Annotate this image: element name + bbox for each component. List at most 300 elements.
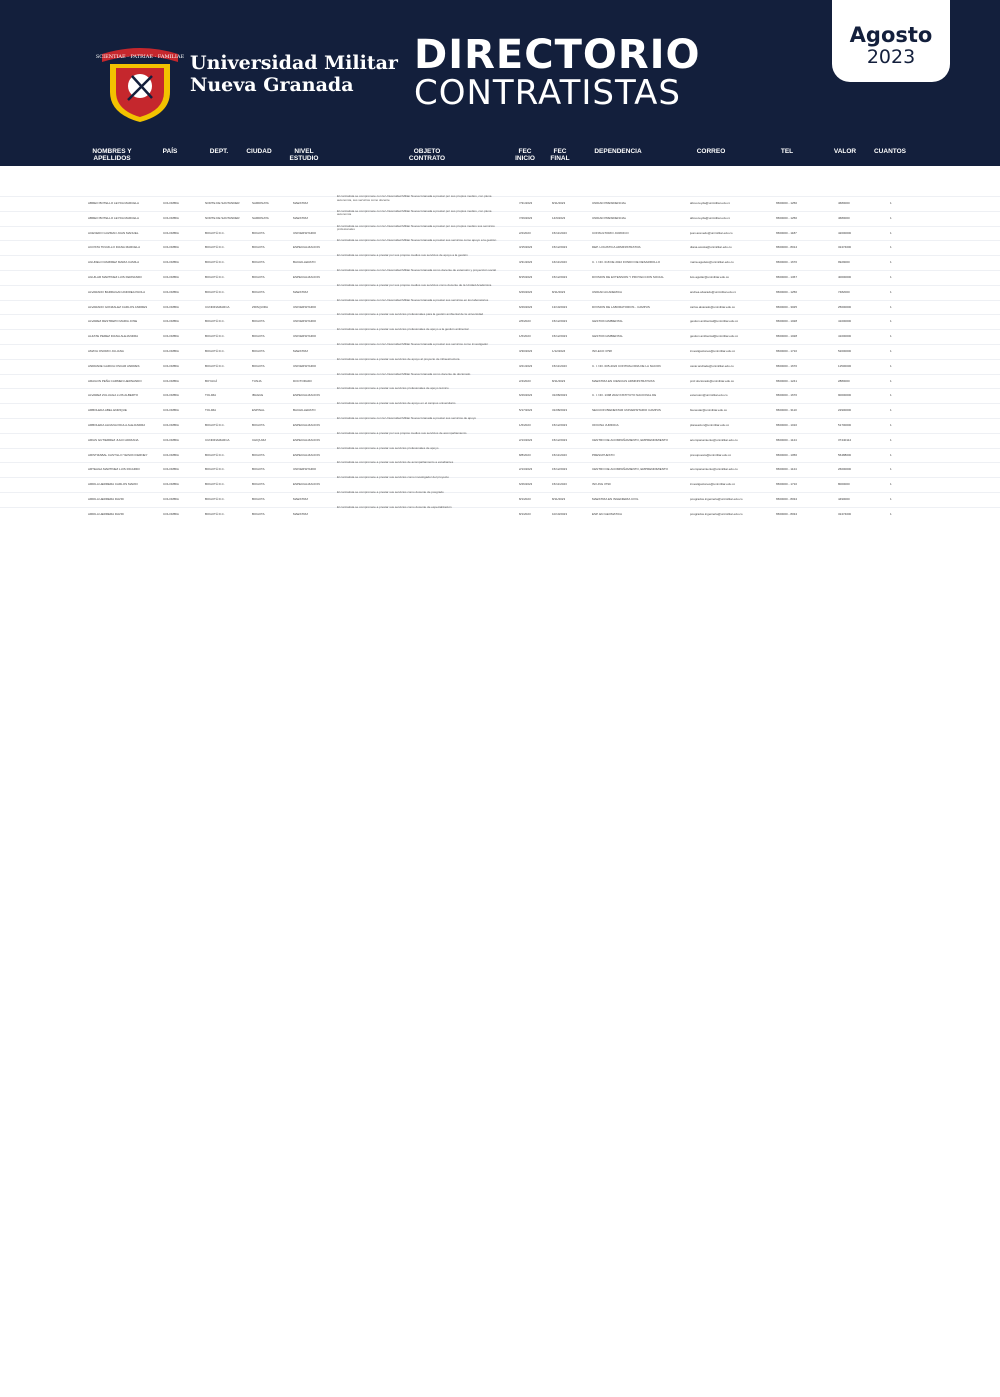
cell-count: 1 bbox=[890, 304, 892, 309]
cell-object: El contratista se compromete a prestar sus servicios como investigador del proyecto bbox=[337, 476, 449, 480]
cell-count: 1 bbox=[890, 274, 892, 279]
cell-level: MAESTRIA bbox=[293, 289, 309, 294]
cell-dependency: MAESTRIA EN CIENCIAS ADMINISTRATIVAS bbox=[592, 378, 655, 383]
cell-object: El contratista se compromete a prestar sus servicios de apoyo al proyecto de infraestructura bbox=[337, 357, 460, 361]
cell-end: 15/12/2023 bbox=[552, 274, 568, 279]
cell-country: COLOMBIA bbox=[163, 201, 179, 205]
cell-object: El contratista se compromete a prestar por sus propios medios sus servicios como docente de la Unidad Académica bbox=[337, 283, 492, 287]
cell-dependency: UNIDAD PRESIDENCIAL bbox=[592, 215, 627, 220]
col-header-name: NOMBRES Y APELLIDOS bbox=[92, 148, 132, 162]
col-header-value: VALOR bbox=[833, 148, 857, 155]
cell-city: BOGOTA bbox=[252, 467, 265, 472]
cell-count: 1 bbox=[890, 482, 892, 487]
cell-tel: 6500000 - 1124 bbox=[776, 437, 797, 442]
cell-end: 15/12/2023 bbox=[552, 422, 568, 427]
cell-country: COLOMBIA bbox=[163, 496, 179, 501]
col-header-start: FEC INICIO bbox=[515, 148, 535, 162]
date-tab bbox=[832, 0, 950, 82]
cell-level: DOCTORADO bbox=[293, 378, 313, 383]
table-row bbox=[0, 211, 1000, 226]
cell-value: 7482000 bbox=[838, 289, 850, 294]
cell-count: 1 bbox=[890, 334, 892, 339]
cell-city: ESPINAL bbox=[252, 408, 265, 413]
cell-level: MAESTRIA bbox=[293, 215, 309, 220]
table-row bbox=[0, 492, 1000, 507]
cell-tel: 6500000 - 8034 bbox=[776, 511, 798, 516]
cell-object: El contratista se compromete a prestar sus servicios profesionales de apoyo bbox=[337, 446, 439, 450]
cell-start: 8/1/2023 bbox=[519, 496, 531, 501]
cell-object: El contratista se compromete con la Universidad Militar Nueva Granada a prestar sus servicios en los laboratorios bbox=[337, 298, 489, 302]
date-year: 2023 bbox=[866, 46, 916, 68]
cell-end: 8/11/2023 bbox=[552, 201, 566, 205]
cell-city: BOGOTA bbox=[252, 230, 265, 235]
cell-end: 14/9/2023 bbox=[552, 215, 566, 220]
cell-email[interactable]: planeacion@unimilitar.edu.co bbox=[690, 422, 730, 427]
table-row bbox=[0, 374, 1000, 389]
cell-object: El contratista se compromete a prestar sus servicios profesionales de apoyo técnico bbox=[337, 387, 449, 391]
cell-start: 1/6/2023 bbox=[519, 422, 531, 427]
cell-email[interactable]: posgrados.ingenieria@unimilitar.edu.co bbox=[690, 511, 743, 516]
cell-country: COLOMBIA bbox=[163, 348, 179, 353]
header-banner bbox=[0, 0, 1000, 135]
cell-value: 26000000 bbox=[838, 467, 852, 472]
cell-object: El contratista se compromete con la Universidad Militar Nueva Granada a prestar sus servicios como investigador bbox=[337, 342, 489, 346]
cell-country: COLOMBIA bbox=[163, 334, 179, 339]
contractor-table bbox=[0, 196, 1000, 522]
cell-dependency: CENTRO DE ACOMPAÑAMIENTO, EMPRENDIMIENTO bbox=[592, 437, 669, 442]
cell-name: ALVARADO BARRAGAN ANDREA PAOLA bbox=[88, 289, 146, 294]
cell-value: 41000000 bbox=[838, 319, 852, 324]
cell-start: 2/4/2023 bbox=[519, 378, 531, 383]
cell-start: 2/13/2023 bbox=[519, 437, 533, 442]
cell-value: 32474000 bbox=[838, 245, 852, 250]
cell-city: BOGOTA bbox=[252, 511, 265, 516]
cell-level: MAESTRIA bbox=[293, 348, 309, 353]
cell-value: 4680000 bbox=[838, 201, 850, 205]
cell-level: ESPECIALIZACION bbox=[293, 245, 320, 250]
cell-country: COLOMBIA bbox=[163, 482, 179, 487]
cell-email[interactable]: luis.aguilar@unimilitar.edu.co bbox=[690, 274, 730, 279]
cell-city: BOGOTA bbox=[252, 319, 265, 324]
cell-country: COLOMBIA bbox=[163, 511, 179, 516]
cell-end: 15/12/2023 bbox=[552, 245, 568, 250]
cell-level: UNIVERSITARIO bbox=[293, 230, 317, 235]
cell-start: 2/2/2023 bbox=[519, 230, 531, 235]
cell-value: 4680000 bbox=[838, 215, 850, 220]
cell-dept: NORTE DE SANTANDER bbox=[205, 201, 240, 205]
cell-start: 6/29/2023 bbox=[519, 393, 533, 398]
cell-dept: BOGOTÁ D.C. bbox=[205, 511, 225, 516]
col-header-object: OBJETO CONTRATO bbox=[408, 148, 446, 162]
cell-start: 3/31/2023 bbox=[519, 260, 533, 265]
cell-country: COLOMBIA bbox=[163, 245, 179, 250]
cell-count: 1 bbox=[890, 201, 892, 205]
cell-count: 1 bbox=[890, 245, 892, 250]
cell-dependency: CONSULTORIO JURIDICO bbox=[592, 230, 629, 235]
table-row bbox=[0, 314, 1000, 329]
table-row bbox=[0, 285, 1000, 300]
cell-count: 1 bbox=[890, 215, 892, 220]
cell-name: ARAGON PEÑA CARMEN HERNANDO bbox=[88, 378, 142, 383]
cell-dept: BOGOTÁ D.C. bbox=[205, 245, 225, 250]
cell-dependency: INV-ECO 3798 bbox=[592, 348, 612, 353]
table-row bbox=[0, 255, 1000, 270]
cell-city: BOGOTA bbox=[252, 348, 265, 353]
table-row bbox=[0, 196, 1000, 211]
cell-tel: 6500000 - 1710 bbox=[776, 482, 798, 487]
cell-value: 8000000 bbox=[838, 482, 850, 487]
cell-dept: CUNDINAMARCA bbox=[205, 304, 230, 309]
cell-level: MAESTRIA bbox=[293, 496, 309, 501]
cell-country: COLOMBIA bbox=[163, 289, 179, 294]
cell-tel: 6500000 - 1670 bbox=[776, 363, 798, 368]
cell-email[interactable]: carlos.alvarado@unimilitar.edu.co bbox=[690, 304, 736, 309]
cell-tel: 6500000 - 1028 bbox=[776, 319, 798, 324]
cell-end: 13/10/2023 bbox=[552, 304, 568, 309]
cell-start: 8/1/2023 bbox=[519, 511, 531, 516]
cell-dependency: OFICINA JURIDICA bbox=[592, 422, 619, 427]
cell-dept: BOGOTÁ D.C. bbox=[205, 348, 225, 353]
cell-dependency: C. I. NO. 018 DE 2022 FONDO DE DESARROLLO bbox=[592, 260, 661, 265]
cell-name: ACOSTA TRUJILLO DIANA MARCELA bbox=[88, 245, 141, 250]
cell-country: COLOMBIA bbox=[163, 230, 179, 235]
cell-object: El contratista se compromete a prestar por sus propios medios sus servicios de acompañamiento bbox=[337, 431, 467, 435]
cell-name: AGUDELO RAMIREZ MARIA CAMILA bbox=[88, 260, 140, 265]
cell-end: 15/11/2023 bbox=[552, 230, 567, 235]
cell-tel: 6500000 - 3110 bbox=[776, 408, 797, 413]
cell-object: El contratista se compromete a prestar sus servicios de apoyo en el campus universitario bbox=[337, 402, 456, 406]
cell-dept: BOGOTÁ D.C. bbox=[205, 467, 225, 472]
cell-count: 1 bbox=[890, 363, 892, 368]
cell-value: 25000000 bbox=[838, 304, 852, 309]
cell-count: 1 bbox=[890, 496, 892, 501]
cell-count: 1 bbox=[890, 452, 892, 457]
cell-count: 1 bbox=[890, 230, 892, 235]
cell-object: El contratista se compromete con la Universidad Militar Nueva Granada como docente de extensión y proyección social bbox=[337, 268, 496, 272]
cell-tel: 6500000 - 8014 bbox=[776, 245, 798, 250]
cell-end: 8/11/2023 bbox=[552, 289, 566, 294]
cell-dependency: INV-ING 3790 bbox=[592, 482, 611, 487]
cell-object: El contratista se compromete a prestar sus servicios como docente de posgrado bbox=[337, 490, 444, 494]
cell-email[interactable]: gestion.ambiental@unimilitar.edu.co bbox=[690, 334, 739, 339]
cell-city: BOGOTA bbox=[252, 245, 265, 250]
cell-city: BOGOTA bbox=[252, 422, 265, 427]
cell-email[interactable]: oscar.andrade@unimilitar.edu.co bbox=[690, 363, 734, 368]
col-header-city: CIUDAD bbox=[246, 148, 272, 155]
cell-email[interactable]: presupuesto@unimilitar.edu.co bbox=[690, 452, 732, 457]
cell-end: 15/12/2023 bbox=[552, 319, 568, 324]
table-row bbox=[0, 388, 1000, 403]
cell-email[interactable]: andrea.alvarado@unimilitar.edu.co bbox=[690, 289, 737, 294]
cell-name: ACEVEDO GUZMAN JUAN MANUEL bbox=[88, 230, 139, 235]
cell-object: El contratista se compromete con la Universidad Militar Nueva Granada a prestar sus servicios como apoyo a la gestión bbox=[337, 239, 497, 243]
cell-level: ESPECIALIZACION bbox=[293, 393, 320, 398]
cell-email[interactable]: acompanamiento@unimilitar.edu.co bbox=[690, 437, 738, 442]
page-subtitle: CONTRATISTAS bbox=[414, 73, 681, 113]
cell-country: COLOMBIA bbox=[163, 393, 179, 398]
table-row bbox=[0, 359, 1000, 374]
cell-tel: 6500000 - 3025 bbox=[776, 304, 798, 309]
table-row bbox=[0, 270, 1000, 285]
cell-dependency: PRESUPUESTO bbox=[592, 452, 615, 457]
cell-name: ABREO BOTELLO LEYDA MARCELA bbox=[88, 201, 140, 205]
cell-tel: 6500000 - 1124 bbox=[776, 467, 797, 472]
cell-object: El contratista se compromete a prestar por sus propios medios sus servicios de apoyo a la gestión bbox=[337, 254, 468, 258]
col-header-dept: DEPT. bbox=[209, 148, 229, 155]
cell-dept: BOGOTÁ D.C. bbox=[205, 482, 225, 487]
cell-email[interactable]: juan.acevedo@unimilitar.edu.co bbox=[690, 230, 733, 235]
cell-start: 7/31/2023 bbox=[519, 201, 533, 205]
cell-dept: BOGOTÁ D.C. bbox=[205, 422, 225, 427]
cell-email[interactable]: investigaciones@unimilitar.edu.co bbox=[690, 348, 736, 353]
table-row bbox=[0, 462, 1000, 477]
cell-city: ZIPAQUIRA bbox=[252, 304, 268, 309]
cell-tel: 6500000 - 1241 bbox=[776, 378, 798, 383]
cell-name: ARDILA HERRERA DAVID bbox=[88, 496, 124, 501]
cell-email[interactable]: investigaciones@unimilitar.edu.co bbox=[690, 482, 736, 487]
cell-city: IBAGUE bbox=[252, 393, 264, 398]
cell-dependency: DIVISION DE LABORATORIOS - CAMPUS bbox=[592, 304, 650, 309]
cell-tel: 6500000 - 1028 bbox=[776, 334, 798, 339]
cell-start: 8/15/2023 bbox=[519, 274, 533, 279]
cell-value: 9929000 bbox=[838, 260, 850, 265]
cell-name: ARTEAGA MARTINEZ LUIS RICARDO bbox=[88, 467, 141, 472]
cell-name: ARDILA HERRERA CARLOS MARIO bbox=[88, 482, 138, 487]
cell-level: UNIVERSITARIO bbox=[293, 363, 317, 368]
cell-dependency: SECCION BIENESTAR UNIVERSITARIO CAMPUS bbox=[592, 408, 661, 413]
cell-dependency: UNIDAD ACADEMICA bbox=[592, 289, 623, 294]
cell-dept: BOGOTÁ D.C. bbox=[205, 230, 225, 235]
cell-end: 15/11/2023 bbox=[552, 482, 567, 487]
cell-object: El contratista se compromete a prestar sus servicios profesionales de apoyo a la gestión ambiental bbox=[337, 328, 469, 332]
cell-city: TUNJA bbox=[252, 378, 262, 383]
cell-dependency: GESTION AMBIENTAL bbox=[592, 319, 623, 324]
cell-dependency: C. I. NO. 1398 2022 INSTITUTO NACIONAL DE bbox=[592, 393, 657, 398]
cell-count: 1 bbox=[890, 260, 892, 265]
cell-country: COLOMBIA bbox=[163, 260, 179, 265]
cell-object: El contratista se compromete con la Universidad Militar Nueva Granada a prestar sus servicios de apoyo bbox=[337, 416, 477, 420]
cell-end: 1/12/2024 bbox=[552, 348, 566, 353]
cell-dependency: CENTRO DE ACOMPAÑAMIENTO, EMPRENDIMIENTO bbox=[592, 467, 669, 472]
cell-dept: BOGOTÁ D.C. bbox=[205, 260, 225, 265]
cell-level: UNIVERSITARIO bbox=[293, 334, 317, 339]
table-row bbox=[0, 433, 1000, 448]
cell-end: 15/11/2023 bbox=[552, 363, 567, 368]
cell-dept: BOGOTÁ D.C. bbox=[205, 289, 225, 294]
cell-email[interactable]: diana.acosta@unimilitar.edu.co bbox=[690, 245, 732, 250]
cell-country: COLOMBIA bbox=[163, 452, 179, 457]
cell-value: 56488000 bbox=[838, 452, 852, 457]
cell-value: 4490000 bbox=[838, 496, 850, 501]
cell-object: El contratista se compromete con la Universidad Militar Nueva Granada a prestar por sus propios medios, con plena autonomía, sus servicios como docente bbox=[337, 195, 492, 202]
cell-country: COLOMBIA bbox=[163, 363, 179, 368]
university-shield-logo bbox=[92, 40, 188, 124]
cell-start: 3/15/2023 bbox=[519, 245, 533, 250]
cell-city: BOGOTA bbox=[252, 274, 265, 279]
cell-level: ESPECIALIZACION bbox=[293, 422, 320, 427]
cell-object: El contratista se compromete con la Universidad Militar Nueva Granada a prestar por sus propios medios, con plena autonomía bbox=[337, 209, 492, 217]
cell-email[interactable]: acompanamiento@unimilitar.edu.co bbox=[690, 467, 738, 472]
cell-name: ALVAREZ ZULUAGA LUIS ALBERTO bbox=[88, 393, 139, 398]
cell-value: 32474000 bbox=[838, 511, 852, 516]
cell-end: 8/11/2023 bbox=[552, 378, 566, 383]
cell-email[interactable]: maria.agudelo@unimilitar.edu.co bbox=[690, 260, 734, 265]
table-row bbox=[0, 226, 1000, 241]
cell-tel: 6500000 - 1367 bbox=[776, 274, 798, 279]
col-header-dependency: DEPENDENCIA bbox=[594, 148, 642, 155]
cell-dept: BOGOTÁ D.C. bbox=[205, 363, 225, 368]
cell-level: ESPECIALIZACION bbox=[293, 452, 320, 457]
cell-tel: 6500000 - 1710 bbox=[776, 348, 798, 353]
cell-value: 11500000 bbox=[838, 363, 852, 368]
cell-value: 2880000 bbox=[838, 378, 850, 383]
cell-country: COLOMBIA bbox=[163, 408, 179, 413]
university-name bbox=[190, 52, 398, 96]
col-header-level: NIVEL ESTUDIO bbox=[289, 148, 319, 162]
cell-dependency: C. I. NO. 005-2022 CONTRALORIA DE LA NACION bbox=[592, 363, 662, 368]
cell-name: AGUILAR MARTINEZ LUIS FERNANDO bbox=[88, 274, 143, 279]
cell-dependency: UNIDAD PRESIDENCIAL bbox=[592, 201, 627, 205]
col-header-country: PAÍS bbox=[162, 148, 178, 155]
cell-level: BACHILLERATO bbox=[293, 408, 316, 413]
cell-object: El contratista se compromete con la Universidad Militar Nueva Granada a prestar por sus propios medios sus servicios profesionales bbox=[337, 224, 495, 232]
cell-start: 2/6/2023 bbox=[519, 319, 531, 324]
date-month: Agosto bbox=[849, 23, 933, 47]
cell-tel: 6500000 - 8034 bbox=[776, 496, 798, 501]
cell-name: ARIAS GUTIERREZ JULIO ADRIANA bbox=[88, 437, 139, 442]
cell-count: 1 bbox=[890, 408, 892, 413]
cell-start: 6/29/2023 bbox=[519, 304, 533, 309]
cell-level: ESPECIALIZACION bbox=[293, 274, 320, 279]
cell-name: ALVAREZ RESTREPO MARIA JOSE bbox=[88, 319, 138, 324]
cell-level: MAESTRIA bbox=[293, 511, 309, 516]
cell-name: ABREO BOTELLO LEYDA MARCELA bbox=[88, 215, 140, 220]
cell-name: AMAYA OSORIO JULIANA bbox=[88, 348, 124, 353]
cell-level: UNIVERSITARIO bbox=[293, 319, 317, 324]
cell-value: 40000000 bbox=[838, 274, 852, 279]
cell-level: ESPECIALIZACION bbox=[293, 437, 320, 442]
cell-country: COLOMBIA bbox=[163, 467, 179, 472]
cell-dept: BOGOTÁ D.C. bbox=[205, 452, 225, 457]
cell-email[interactable]: extension@unimilitar.edu.co bbox=[690, 393, 728, 398]
cell-start: 3/21/2023 bbox=[519, 363, 533, 368]
cell-country: COLOMBIA bbox=[163, 304, 179, 309]
cell-city: BOGOTA bbox=[252, 260, 265, 265]
cell-name: ARISTIZABAL CASTILLO YEISON FERNEY bbox=[88, 452, 148, 457]
cell-city: BOGOTA bbox=[252, 496, 265, 501]
cell-city: BOGOTA bbox=[252, 289, 265, 294]
cell-dept: BOYACÁ bbox=[205, 378, 218, 383]
cell-dependency: DEP. LOGISTICA ADMINISTRATIVA bbox=[592, 245, 641, 250]
cell-city: SARDINATA bbox=[252, 201, 269, 205]
cell-name: ANDRADE GARCIA OSCAR ANDRES bbox=[88, 363, 140, 368]
cell-dependency: MAESTRIA EN INGENIERIA CIVIL bbox=[592, 496, 639, 501]
cell-end: 15/12/2023 bbox=[552, 334, 568, 339]
cell-count: 1 bbox=[890, 348, 892, 353]
cell-object: El contratista se compromete con la Universidad Militar Nueva Granada como docente de doctorado bbox=[337, 372, 471, 376]
cell-start: 5/17/2023 bbox=[519, 408, 533, 413]
cell-object: El contratista se compromete a prestar sus servicios como docente de especialización bbox=[337, 505, 452, 509]
cell-start: 6/29/2023 bbox=[519, 289, 533, 294]
cell-value: 52000000 bbox=[838, 348, 852, 353]
cell-count: 1 bbox=[890, 289, 892, 294]
cell-dept: BOGOTÁ D.C. bbox=[205, 274, 225, 279]
cell-level: ESPECIALIZACION bbox=[293, 482, 320, 487]
cell-email[interactable]: abreo.leyda@unimilitar.edu.co bbox=[690, 215, 731, 220]
cell-value: 42000000 bbox=[838, 230, 852, 235]
cell-city: BOGOTA bbox=[252, 482, 265, 487]
cell-count: 1 bbox=[890, 393, 892, 398]
cell-city: BOGOTA bbox=[252, 363, 265, 368]
cell-dept: NORTE DE SANTANDER bbox=[205, 215, 240, 220]
cell-level: BACHILLERATO bbox=[293, 260, 316, 265]
cell-count: 1 bbox=[890, 511, 892, 516]
cell-start: 1/6/2023 bbox=[519, 334, 531, 339]
cell-name: ALVARADO GONZALEZ CARLOS ANDRES bbox=[88, 304, 148, 309]
table-row bbox=[0, 448, 1000, 463]
cell-dependency: GESTION AMBIENTAL bbox=[592, 334, 623, 339]
cell-dept: TOLIMA bbox=[205, 408, 217, 413]
cell-count: 1 bbox=[890, 422, 892, 427]
cell-dept: CUNDINAMARCA bbox=[205, 437, 230, 442]
cell-email[interactable]: abreo.leyda@unimilitar.edu.co bbox=[690, 201, 731, 205]
table-row bbox=[0, 418, 1000, 433]
cell-email[interactable]: bienestar@unimilitar.edu.co bbox=[690, 408, 728, 413]
cell-name: ARDILA HERRERA DAVID bbox=[88, 511, 124, 516]
cell-count: 1 bbox=[890, 378, 892, 383]
cell-name: ALZATE PEREZ DIANA ALEJANDRA bbox=[88, 334, 139, 339]
col-header-tel: TEL bbox=[780, 148, 794, 155]
cell-dependency: DIVISION DE EXTENSION Y PROYECCION SOCIAL bbox=[592, 274, 664, 279]
cell-start: 6/26/2023 bbox=[519, 482, 533, 487]
table-row bbox=[0, 507, 1000, 522]
cell-city: BOGOTA bbox=[252, 452, 265, 457]
page-title: DIRECTORIO bbox=[414, 32, 701, 78]
cell-tel: 6500000 - 1670 bbox=[776, 393, 798, 398]
cell-dept: TOLIMA bbox=[205, 393, 217, 398]
svg-text:SCIENTIAE · PATRIAE · FAMILIAE: SCIENTIAE · PATRIAE · FAMILIAE bbox=[95, 54, 185, 60]
cell-country: COLOMBIA bbox=[163, 274, 179, 279]
cell-tel: 6500000 - 1250 bbox=[776, 289, 798, 294]
table-row bbox=[0, 477, 1000, 492]
cell-email[interactable]: gestion.ambiental@unimilitar.edu.co bbox=[690, 319, 739, 324]
cell-email[interactable]: posgrados.ingenieria@unimilitar.edu.co bbox=[690, 496, 743, 501]
cell-count: 1 bbox=[890, 437, 892, 442]
cell-value: 37440112 bbox=[838, 437, 852, 442]
cell-value: 22900000 bbox=[838, 408, 852, 413]
col-header-count: CUANTOS bbox=[873, 148, 907, 155]
cell-level: UNIVERSITARIO bbox=[293, 467, 317, 472]
cell-tel: 6500000 - 1010 bbox=[776, 422, 798, 427]
cell-start: 7/29/2023 bbox=[519, 215, 533, 220]
cell-name: ARBOLEDA ALDANA PAULA ALEJANDRA bbox=[88, 422, 146, 427]
cell-tel: 6500000 - 1187 bbox=[776, 230, 797, 235]
cell-dependency: ESP. EN GEOMATICA bbox=[592, 511, 623, 516]
cell-tel: 6500000 - 1670 bbox=[776, 260, 798, 265]
table-row bbox=[0, 240, 1000, 255]
cell-object: El contratista se compromete a prestar sus servicios de acompañamiento a estudiantes bbox=[337, 461, 454, 465]
cell-object: El contratista se compromete a prestar sus servicios profesionales para la gestión ambiental de la universidad bbox=[337, 313, 484, 317]
cell-level: MAESTRIA bbox=[293, 201, 309, 205]
cell-country: COLOMBIA bbox=[163, 437, 179, 442]
cell-country: COLOMBIA bbox=[163, 378, 179, 383]
cell-count: 1 bbox=[890, 319, 892, 324]
col-header-email: CORREO bbox=[696, 148, 726, 155]
cell-end: 15/11/2023 bbox=[552, 452, 567, 457]
cell-email[interactable]: prof.doctorado@unimilitar.edu.co bbox=[690, 378, 735, 383]
cell-dept: BOGOTÁ D.C. bbox=[205, 319, 225, 324]
cell-end: 31/08/2023 bbox=[552, 393, 568, 398]
